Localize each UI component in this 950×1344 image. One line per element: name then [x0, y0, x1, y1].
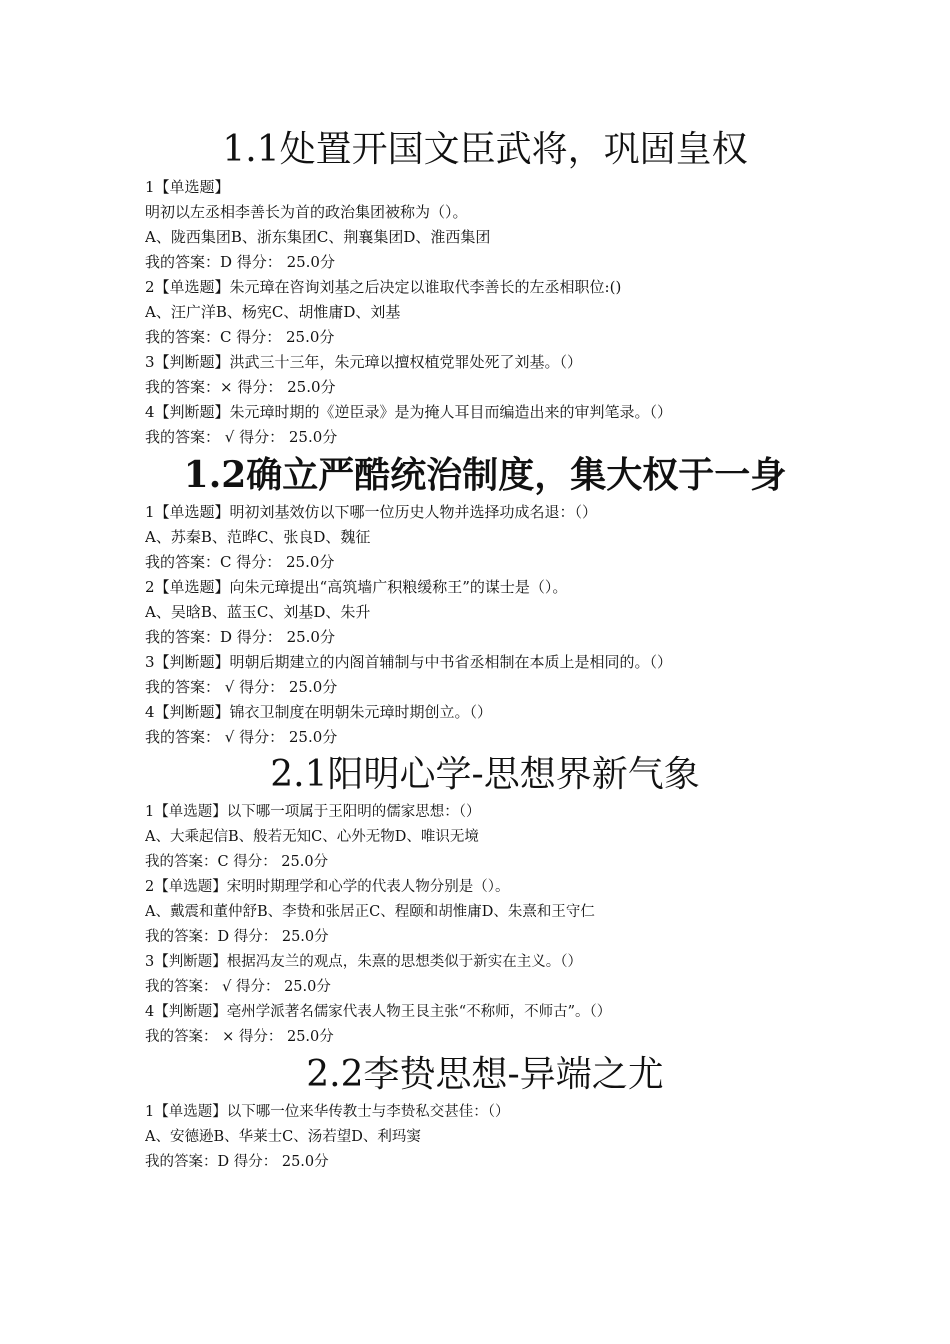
question-line: 2【单选题】朱元璋在咨询刘基之后决定以谁取代李善长的左丞相职位:()	[145, 278, 622, 296]
section-2-2	[145, 1050, 825, 1175]
answer-line: 我的答案： × 得分： 25.0分	[145, 1029, 334, 1045]
question-line: 3【判断题】洪武三十三年，朱元璋以擅权植党罪处死了刘基。（）	[145, 353, 583, 371]
answer-line: 我的答案： √ 得分： 25.0分	[145, 728, 338, 746]
options-line: A、安德逊B、华莱士C、汤若望D、利玛窦	[145, 1129, 421, 1145]
options-line: A、陇西集团B、浙东集团C、荆襄集团D、淮西集团	[145, 228, 491, 246]
answer-line: 我的答案：D 得分： 25.0分	[145, 253, 335, 271]
answer-line: 我的答案：D 得分： 25.0分	[145, 628, 335, 646]
answer-line: 我的答案：C 得分： 25.0分	[145, 854, 329, 870]
question-line: 1【单选题】以下哪一项属于王阳明的儒家思想：（）	[145, 804, 481, 820]
section-title: 2.1阳明心学-思想界新气象	[270, 754, 700, 795]
section-title: 1.2确立严酷统治制度，集大权于一身	[183, 454, 787, 496]
question-line: 明初以左丞相李善长为首的政治集团被称为（）。	[145, 203, 468, 221]
section-2-1	[145, 750, 825, 1050]
section-1-1	[145, 125, 825, 450]
question-line: 3【判断题】明朝后期建立的内阁首辅制与中书省丞相制在本质上是相同的。（）	[145, 653, 673, 671]
section-title: 1.1处置开国文臣武将，巩固皇权	[222, 129, 748, 170]
answer-line: 我的答案：D 得分： 25.0分	[145, 1154, 329, 1170]
question-line: 1【单选题】	[145, 178, 230, 196]
answer-line: 我的答案：C 得分： 25.0分	[145, 553, 335, 571]
options-line: A、戴震和董仲舒B、李贽和张居正C、程颐和胡惟庸D、朱熹和王守仁	[145, 904, 595, 920]
answer-line: 我的答案：C 得分： 25.0分	[145, 328, 335, 346]
question-line: 2【单选题】宋明时期理学和心学的代表人物分别是（）。	[145, 879, 510, 895]
document-content	[145, 125, 825, 1175]
answer-line: 我的答案： √ 得分： 25.0分	[145, 678, 338, 696]
question-line: 3【判断题】根据冯友兰的观点，朱熹的思想类似于新实在主义。（）	[145, 954, 582, 970]
question-line: 4【判断题】亳州学派著名儒家代表人物王艮主张“不称师，不师古”。（）	[145, 1004, 612, 1020]
question-line: 4【判断题】锦衣卫制度在明朝朱元璋时期创立。（）	[145, 703, 493, 721]
answer-line: 我的答案： √ 得分： 25.0分	[145, 428, 338, 446]
question-line: 1【单选题】明初刘基效仿以下哪一位历史人物并选择功成名退：（）	[145, 503, 598, 521]
options-line: A、大乘起信B、般若无知C、心外无物D、唯识无境	[145, 829, 479, 845]
answer-line: 我的答案： √ 得分： 25.0分	[145, 979, 331, 995]
section-title: 2.2李贽思想-异端之尤	[306, 1054, 664, 1095]
answer-line: 我的答案：× 得分： 25.0分	[145, 378, 336, 396]
answer-line: 我的答案：D 得分： 25.0分	[145, 929, 329, 945]
options-line: A、吴晗B、蓝玉C、刘基D、朱升	[145, 603, 371, 621]
options-line: A、苏秦B、范晔C、张良D、魏征	[145, 528, 371, 546]
question-line: 2【单选题】向朱元璋提出“高筑墙广积粮缓称王”的谋士是（）。	[145, 578, 568, 596]
question-line: 4【判断题】朱元璋时期的《逆臣录》是为掩人耳目而编造出来的审判笔录。（）	[145, 403, 673, 421]
options-line: A、汪广洋B、杨宪C、胡惟庸D、刘基	[145, 303, 401, 321]
question-line: 1【单选题】以下哪一位来华传教士与李贽私交甚佳：（）	[145, 1104, 510, 1120]
section-1-2	[145, 450, 825, 750]
